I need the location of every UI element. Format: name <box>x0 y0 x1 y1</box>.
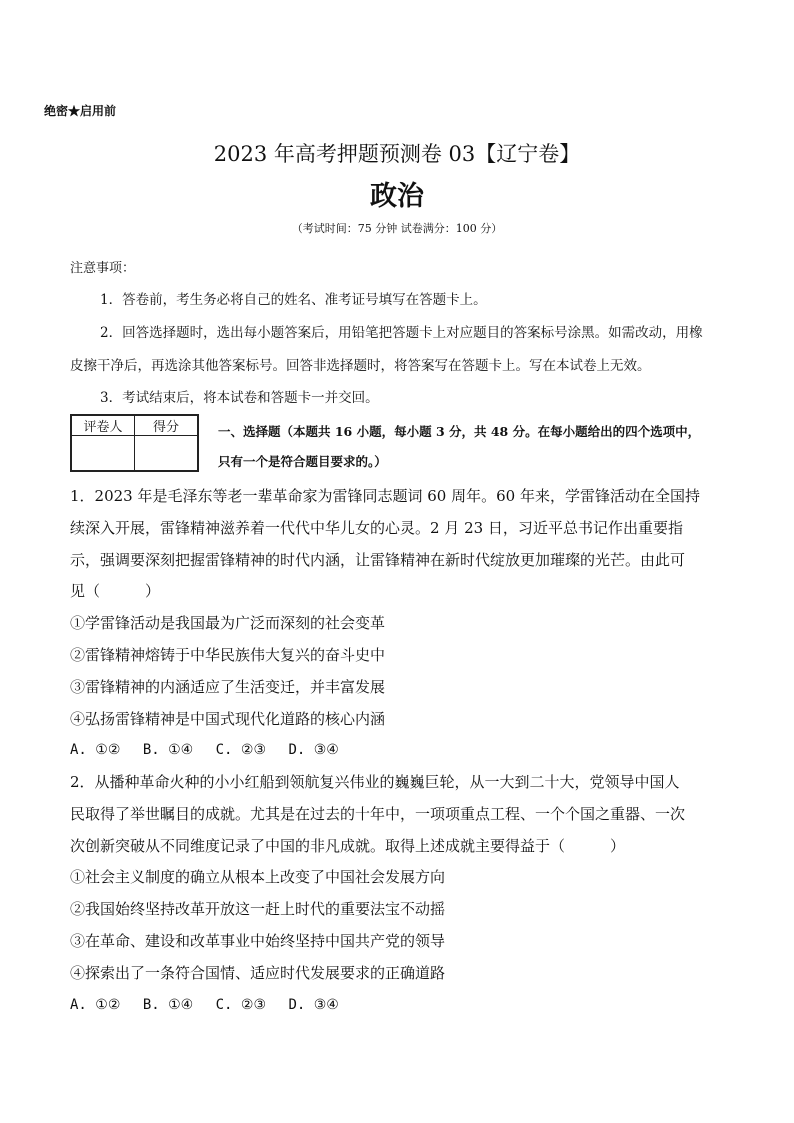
notice-item-1: 1．答卷前，考生务必将自己的姓名、准考证号填写在答题卡上。 <box>100 292 487 308</box>
question-1-line-1: 1．2023 年是毛泽东等老一辈革命家为雷锋同志题词 60 周年。60 年来，学雷锋活动在全国持 <box>70 487 700 505</box>
question-2-option-1: ①社会主义制度的确立从根本上改变了中国社会发展方向 <box>70 868 446 886</box>
section-heading-line-2: 只有一个是符合题目要求的。） <box>218 454 387 469</box>
notice-item-2-line-2: 皮擦干净后，再选涂其他答案标号。回答非选择题时，将答案写在答题卡上。写在本试卷上无效。 <box>70 358 651 374</box>
notice-item-2-line-1: 2．回答选择题时，选出每小题答案后，用铅笔把答题卡上对应题目的答案标号涂黑。如需改动，用橡 <box>100 325 703 341</box>
question-2-line-3: 次创新突破从不同维度记录了中国的非凡成就。取得上述成就主要得益于（ ） <box>70 837 626 855</box>
question-1-answers: A. ①② B. ①④ C. ②③ D. ③④ <box>70 742 339 758</box>
question-1-line-4: 见（ ） <box>70 582 161 600</box>
confidential-mark: 绝密★启用前 <box>44 104 117 118</box>
question-1-option-1: ①学雷锋活动是我国最为广泛而深刻的社会变革 <box>70 614 386 632</box>
question-2-option-2: ②我国始终坚持改革开放这一赶上时代的重要法宝不动摇 <box>70 900 446 918</box>
exam-time-info: （考试时间：75 分钟 试卷满分：100 分） <box>291 222 503 235</box>
section-heading-line-1: 一、选择题（本题共 16 小题，每小题 3 分，共 48 分。在每小题给出的四个选项中， <box>218 424 701 439</box>
question-2-option-3: ③在革命、建设和改革事业中始终坚持中国共产党的领导 <box>70 932 446 950</box>
score-table <box>70 414 199 472</box>
grader-header: 评卷人 <box>71 415 135 436</box>
question-1-option-3: ③雷锋精神的内涵适应了生活变迁，并丰富发展 <box>70 678 386 696</box>
notice-item-3: 3．考试结束后，将本试卷和答题卡一并交回。 <box>100 390 379 406</box>
question-2-option-4: ④探索出了一条符合国情、适应时代发展要求的正确道路 <box>70 964 446 982</box>
question-2-answers: A. ①② B. ①④ C. ②③ D. ③④ <box>70 997 339 1013</box>
subject-title: 政治 <box>370 181 424 212</box>
score-cell <box>135 436 199 472</box>
question-2-line-1: 2．从播种革命火种的小小红船到领航复兴伟业的巍巍巨轮，从一大到二十大，党领导中国人 <box>70 773 680 791</box>
question-1-option-2: ②雷锋精神熔铸于中华民族伟大复兴的奋斗史中 <box>70 646 386 664</box>
notice-heading: 注意事项： <box>70 261 136 276</box>
grader-cell <box>71 436 135 472</box>
score-header: 得分 <box>135 415 199 436</box>
exam-title: 2023 年高考押题预测卷 03【辽宁卷】 <box>213 142 581 166</box>
question-2-line-2: 民取得了举世瞩目的成就。尤其是在过去的十年中，一项项重点工程、一个个国之重器、一次 <box>70 805 686 823</box>
question-1-line-2: 续深入开展，雷锋精神滋养着一代代中华儿女的心灵。2 月 23 日，习近平总书记作出重要指 <box>70 519 683 537</box>
question-1-line-3: 示，强调要深刻把握雷锋精神的时代内涵，让雷锋精神在新时代绽放更加璀璨的光芒。由此可 <box>70 551 686 569</box>
question-1-option-4: ④弘扬雷锋精神是中国式现代化道路的核心内涵 <box>70 710 386 728</box>
